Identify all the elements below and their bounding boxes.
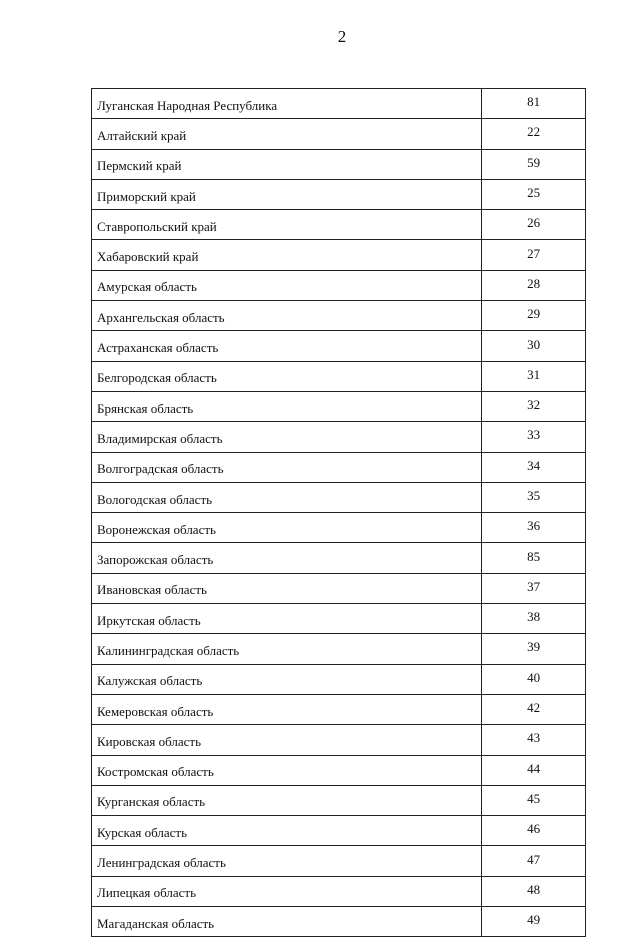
region-name-cell: Брянская область xyxy=(92,391,482,421)
region-code-cell: 30 xyxy=(482,331,586,361)
table-row xyxy=(92,422,586,452)
page-number: 2 xyxy=(337,27,347,46)
table-row xyxy=(92,179,586,209)
region-code-cell: 40 xyxy=(482,664,586,694)
region-name-cell: Липецкая область xyxy=(92,876,482,906)
region-name-cell: Кемеровская область xyxy=(92,694,482,724)
region-name-cell: Владимирская область xyxy=(92,422,482,452)
region-name-cell: Курская область xyxy=(92,816,482,846)
table-row xyxy=(92,785,586,815)
region-code-cell: 29 xyxy=(482,301,586,331)
region-name-cell: Костромская область xyxy=(92,755,482,785)
region-name-cell: Ленинградская область xyxy=(92,846,482,876)
region-code-cell: 47 xyxy=(482,846,586,876)
region-code-cell: 31 xyxy=(482,361,586,391)
table-row xyxy=(92,301,586,331)
region-name-cell: Ставропольский край xyxy=(92,210,482,240)
table-row xyxy=(92,513,586,543)
region-code-cell: 33 xyxy=(482,422,586,452)
region-name-cell: Хабаровский край xyxy=(92,240,482,270)
region-code-cell: 36 xyxy=(482,513,586,543)
region-code-cell: 26 xyxy=(482,210,586,240)
region-name-cell: Волгоградская область xyxy=(92,452,482,482)
region-code-cell: 32 xyxy=(482,391,586,421)
region-code-cell: 44 xyxy=(482,755,586,785)
regions-table xyxy=(91,88,586,937)
region-name-cell: Воронежская область xyxy=(92,513,482,543)
table-row xyxy=(92,361,586,391)
region-name-cell: Астраханская область xyxy=(92,331,482,361)
table-row xyxy=(92,270,586,300)
region-code-cell: 46 xyxy=(482,816,586,846)
table-row xyxy=(92,331,586,361)
region-code-cell: 85 xyxy=(482,543,586,573)
region-code-cell: 45 xyxy=(482,785,586,815)
table-row xyxy=(92,89,586,119)
region-code-cell: 49 xyxy=(482,907,586,937)
regions-table-body xyxy=(92,89,586,937)
region-name-cell: Калужская область xyxy=(92,664,482,694)
table-row xyxy=(92,573,586,603)
region-name-cell: Ивановская область xyxy=(92,573,482,603)
region-name-cell: Белгородская область xyxy=(92,361,482,391)
region-name-cell: Пермский край xyxy=(92,149,482,179)
table-row xyxy=(92,452,586,482)
table-row xyxy=(92,119,586,149)
region-code-cell: 48 xyxy=(482,876,586,906)
region-code-cell: 28 xyxy=(482,270,586,300)
region-name-cell: Луганская Народная Республика xyxy=(92,89,482,119)
region-name-cell: Кировская область xyxy=(92,725,482,755)
table-row xyxy=(92,149,586,179)
region-name-cell: Архангельская область xyxy=(92,301,482,331)
region-name-cell: Амурская область xyxy=(92,270,482,300)
region-code-cell: 81 xyxy=(482,89,586,119)
table-row xyxy=(92,907,586,937)
region-name-cell: Запорожская область xyxy=(92,543,482,573)
table-row xyxy=(92,482,586,512)
table-row xyxy=(92,210,586,240)
table-row xyxy=(92,755,586,785)
region-code-cell: 42 xyxy=(482,694,586,724)
region-code-cell: 43 xyxy=(482,725,586,755)
table-row xyxy=(92,816,586,846)
region-code-cell: 25 xyxy=(482,179,586,209)
region-code-cell: 27 xyxy=(482,240,586,270)
region-name-cell: Калининградская область xyxy=(92,634,482,664)
table-row xyxy=(92,391,586,421)
table-row xyxy=(92,664,586,694)
region-name-cell: Алтайский край xyxy=(92,119,482,149)
table-row xyxy=(92,240,586,270)
region-code-cell: 34 xyxy=(482,452,586,482)
table-row xyxy=(92,543,586,573)
region-name-cell: Приморский край xyxy=(92,179,482,209)
region-code-cell: 39 xyxy=(482,634,586,664)
region-code-cell: 38 xyxy=(482,604,586,634)
region-name-cell: Курганская область xyxy=(92,785,482,815)
table-row xyxy=(92,604,586,634)
table-row xyxy=(92,725,586,755)
table-row xyxy=(92,846,586,876)
region-code-cell: 35 xyxy=(482,482,586,512)
region-name-cell: Магаданская область xyxy=(92,907,482,937)
region-name-cell: Вологодская область xyxy=(92,482,482,512)
table-row xyxy=(92,634,586,664)
region-code-cell: 22 xyxy=(482,119,586,149)
region-code-cell: 37 xyxy=(482,573,586,603)
region-code-cell: 59 xyxy=(482,149,586,179)
region-name-cell: Иркутская область xyxy=(92,604,482,634)
table-row xyxy=(92,694,586,724)
